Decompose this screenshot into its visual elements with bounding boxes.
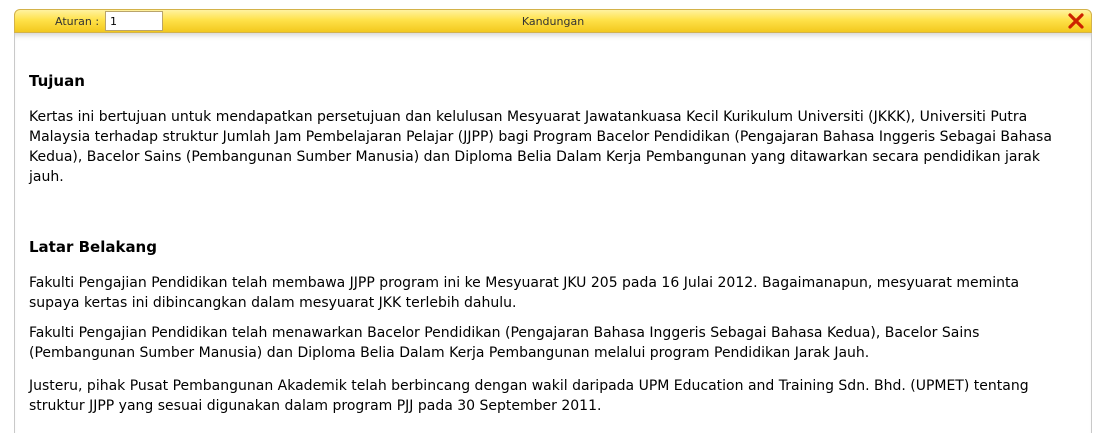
window-title: Kandungan: [521, 15, 585, 28]
paragraph-tujuan: Kertas ini bertujuan untuk mendapatkan persetujuan dan kelulusan Mesyuarat Jawatankuasa Kecil Kurikulum Universiti (JKKK), Universiti Putra Malaysia terhadap struktur Jumlah Jam Pembelajaran Pelajar (JJPP) bagi Program Bacelor Pendidikan (Pengajaran Bahasa Inggeris Sebagai Bahasa Kedua), Bacelor Sains (Pembangunan Sumber Manusia) dan Diploma Belia Dalam Kerja Pembangunan yang ditawarkan secara pendidikan jarak jauh.: [29, 109, 1052, 185]
aturan-label: Aturan :: [55, 15, 100, 28]
section-heading-latar-belakang: Latar Belakang: [29, 238, 157, 256]
paragraph-latar-2: Fakulti Pengajian Pendidikan telah menawarkan Bacelor Pendidikan (Pengajaran Bahasa Inggeris Sebagai Bahasa Kedua), Bacelor Sains (Pembangunan Sumber Manusia) dan Diploma Belia Dalam Kerja Pembangunan melalui program Pendidikan Jarak Jauh.: [29, 325, 980, 361]
close-button[interactable]: [1067, 12, 1085, 30]
window-titlebar: [14, 9, 1092, 33]
close-x-icon: [1067, 12, 1085, 30]
section-heading-tujuan: Tujuan: [29, 72, 85, 90]
paragraph-latar-3: Justeru, pihak Pusat Pembangunan Akademik telah berbincang dengan wakil daripada UPM Education and Training Sdn. Bhd. (UPMET) tentang struktur JJPP yang sesuai digunakan dalam program PJJ pada 30 September 2011.: [29, 378, 1029, 414]
content-panel: [14, 33, 1092, 433]
paragraph-latar-1: Fakulti Pengajian Pendidikan telah membawa JJPP program ini ke Mesyuarat JKU 205 pada 16 Julai 2012. Bagaimanapun, mesyuarat meminta supaya kertas ini dibincangkan dalam mesyuarat JKK terlebih dahulu.: [29, 275, 1020, 311]
